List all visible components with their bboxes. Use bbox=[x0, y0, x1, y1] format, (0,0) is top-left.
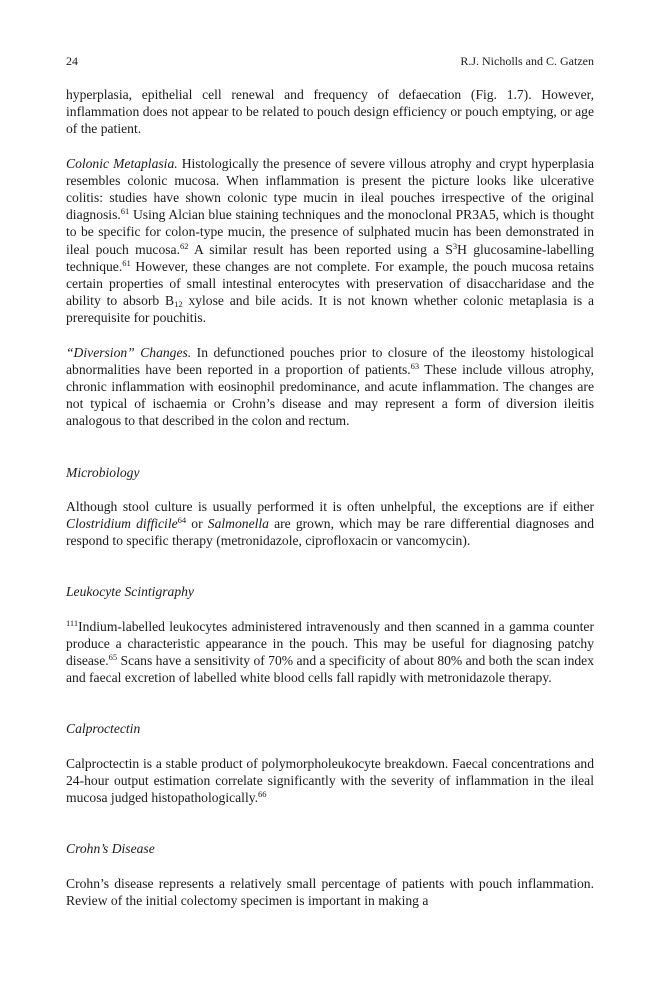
paragraph-microbiology bbox=[66, 498, 594, 550]
section-heading-microbiology: Microbiology bbox=[66, 464, 140, 480]
reference-marker: 61 bbox=[120, 206, 130, 217]
organism-name: Clostridium difficile bbox=[66, 516, 178, 532]
reference-marker: 62 bbox=[180, 240, 189, 251]
paragraph-text: H glucosamine-labelling technique. bbox=[66, 241, 595, 274]
section-heading-calproctectin: Calproctectin bbox=[66, 721, 141, 737]
isotope-superscript: 111 bbox=[66, 617, 79, 628]
paragraph-text: Calproctectin is a stable product of polymorpholeukocyte breakdown. Faecal concentrations and 24-hour output estimation correlate significantly with the severity of inflammation in the ileal mucosa judged histopathologically. bbox=[66, 755, 594, 806]
paragraph-inflammation-continued bbox=[66, 86, 594, 138]
paragraph-text: or bbox=[186, 516, 208, 532]
body-text bbox=[66, 86, 594, 909]
isotope-superscript: 3 bbox=[452, 240, 458, 251]
paragraph-crohns-disease bbox=[66, 875, 594, 909]
paragraph-text: xylose and bile acids. It is not known whether colonic metaplasia is a prerequisite for pouchitis. bbox=[66, 293, 594, 326]
organism-name: Salmonella bbox=[207, 516, 269, 532]
reference-marker: 66 bbox=[258, 789, 267, 800]
run-in-heading: “Diversion” Changes. bbox=[66, 344, 192, 360]
paragraph-text: However, these changes are not complete. For example, the pouch mucosa retains certain properties of small intestinal enterocytes with preservation of disaccharidase and the ability to absorb B bbox=[66, 258, 594, 309]
paragraph-colonic-metaplasia bbox=[66, 155, 594, 327]
section-heading-leukocyte-scintigraphy: Leukocyte Scintigraphy bbox=[66, 584, 194, 600]
paragraph-text: Although stool culture is usually performed it is often unhelpful, the exceptions are if either bbox=[66, 498, 594, 514]
paragraph-diversion-changes bbox=[66, 344, 594, 430]
paragraph-leukocyte-scintigraphy bbox=[66, 618, 594, 687]
paragraph-text: Scans have a sensitivity of 70% and a specificity of about 80% and both the scan index and faecal excretion of labelled white blood cells fall rapidly with metronidazole therapy. bbox=[66, 653, 594, 686]
paragraph-calproctectin bbox=[66, 755, 594, 807]
paragraph-text: Using Alcian blue staining techniques and the monoclonal PR3A5, which is thought to be specific for colon-type mucin, the presence of sulphated mucin has been demonstrated in ileal pouch mucosa. bbox=[66, 207, 594, 257]
paragraph-text: hyperplasia, epithelial cell renewal and frequency of defaecation (Fig. 1.7). However, inflammation does not appear to be related to pouch design efficiency or pouch emptying, or age of the patient. bbox=[66, 87, 594, 137]
paragraph-text: Indium-labelled leukocytes administered intravenously and then scanned in a gamma counter produce a characteristic appearance in the pouch. This may be useful for diagnosing patchy disease. bbox=[66, 618, 594, 669]
reference-marker: 65 bbox=[108, 652, 118, 663]
reference-marker: 63 bbox=[410, 360, 420, 371]
paragraph-text: Histologically the presence of severe villous atrophy and crypt hyperplasia resembles colonic mucosa. When inflammation is present the picture looks like ulcerative colitis: studies have shown colonic type mucin in ileal pouches irrespective of the original diagnosis. bbox=[66, 155, 594, 223]
reference-marker: 64 bbox=[177, 515, 187, 526]
vitamin-subscript: 12 bbox=[174, 299, 183, 310]
paragraph-text: are grown, which may be rare differential diagnoses and respond to specific therapy (metronidazole, ciprofloxacin or vancomycin). bbox=[66, 516, 595, 549]
run-in-heading: Colonic Metaplasia. bbox=[66, 155, 178, 171]
running-head-authors: R.J. Nicholls and C. Gatzen bbox=[460, 54, 594, 68]
paragraph-text: These include villous atrophy, chronic inflammation with eosinophil predominance, and acute inflammation. The changes are not typical of ischaemia or Crohn’s disease and may represent a form of diversion ileitis analogous to that described in the colon and rectum. bbox=[66, 361, 594, 429]
paragraph-text: A similar result has been reported using a S bbox=[188, 241, 453, 257]
paragraph-text: Crohn’s disease represents a relatively small percentage of patients with pouch inflammation. Review of the initial colectomy specimen is important in making a bbox=[66, 875, 594, 908]
section-heading-crohns-disease: Crohn’s Disease bbox=[66, 841, 155, 857]
reference-marker: 61 bbox=[122, 257, 131, 268]
page-number: 24 bbox=[66, 54, 78, 68]
paragraph-text: In defunctioned pouches prior to closure of the ileostomy histological abnormalities have been reported in a proportion of patients. bbox=[66, 344, 594, 377]
